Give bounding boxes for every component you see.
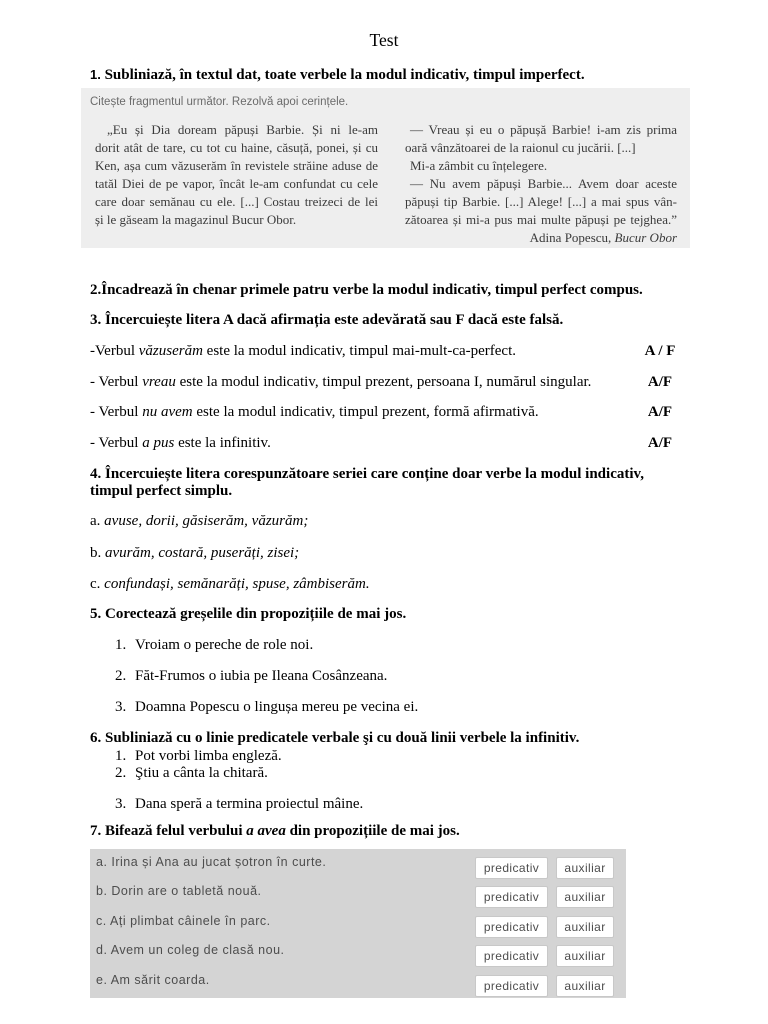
predicativ-option-button[interactable]: predicativ xyxy=(475,916,548,938)
true-false-answer: A / F xyxy=(644,343,676,359)
statement-verb: vreau xyxy=(142,374,176,390)
list-item xyxy=(115,637,313,654)
true-false-answer: A/F xyxy=(647,404,673,420)
choice-label: b. xyxy=(90,545,102,561)
exercise-row xyxy=(90,975,626,997)
statement-rest: este la modul indicativ, timpul prezent, formă afirmativă. xyxy=(192,404,539,420)
list-number: 2. xyxy=(115,668,127,684)
choice-option xyxy=(90,576,370,593)
exercise-7-table xyxy=(90,849,626,998)
list-number: 3. xyxy=(115,699,127,715)
question-4-prompt: 4. Încercuiește litera corespunzătoare seriei care conține doar verbe la modul indicativ, timpul perfect simplu. xyxy=(90,466,644,499)
page-title: Test xyxy=(369,30,399,50)
excerpt-instruction: Citește fragmentul următor. Rezolvă apoi cerințele. xyxy=(90,96,349,108)
choice-option xyxy=(90,545,299,562)
list-number: 3. xyxy=(115,796,127,812)
choice-label: c. xyxy=(90,576,101,592)
statement-verb: văzuserăm xyxy=(138,343,203,359)
excerpt-line: Ken, așa cum văzuserăm în revistele străine aduse de xyxy=(95,158,378,173)
statement-verb: a pus xyxy=(142,435,175,451)
question-7-prompt xyxy=(90,823,460,840)
question-7-rest: din propozițiile de mai jos. xyxy=(285,823,460,839)
exercise-row xyxy=(90,916,626,938)
excerpt-right-column xyxy=(405,121,677,247)
choice-text: avuse, dorii, găsiserăm, văzurăm; xyxy=(104,513,309,529)
statement-prefix: - Verbul xyxy=(90,374,143,390)
excerpt-line: tatăl Diei de pe vapor, încât le-am confundat cu cele xyxy=(95,176,378,191)
statement-rest: este la modul indicativ, timpul prezent, persoana I, numărul singular. xyxy=(175,374,592,390)
choice-option xyxy=(90,513,308,530)
true-false-statement xyxy=(90,435,271,452)
statement-rest: este la infinitiv. xyxy=(174,435,271,451)
exercise-row xyxy=(90,857,626,879)
predicativ-option-button[interactable]: predicativ xyxy=(475,975,548,997)
list-item xyxy=(115,699,418,716)
list-item xyxy=(115,765,268,782)
predicativ-option-button[interactable]: predicativ xyxy=(475,945,548,967)
question-1-text: Subliniază, în textul dat, toate verbele la modul indicativ, timpul imperfect. xyxy=(104,67,585,83)
auxiliar-option-button[interactable]: auxiliar xyxy=(556,916,614,938)
true-false-statement xyxy=(90,374,591,391)
statement-prefix: -Verbul xyxy=(90,343,139,359)
question-6-prompt: 6. Subliniază cu o linie predicatele verbale şi cu două linii verbele la infinitiv. xyxy=(90,730,580,746)
statement-rest: este la modul indicativ, timpul mai-mult-ca-perfect. xyxy=(202,343,517,359)
auxiliar-option-button[interactable]: auxiliar xyxy=(556,945,614,967)
list-text: Vroiam o pereche de role noi. xyxy=(135,637,314,653)
list-text: Dana speră a termina proiectul mâine. xyxy=(135,796,364,812)
list-text: Pot vorbi limba engleză. xyxy=(135,748,282,764)
predicativ-option-button[interactable]: predicativ xyxy=(475,857,548,879)
question-1-number: 1. xyxy=(90,67,101,82)
list-number: 1. xyxy=(115,748,127,764)
statement-verb: nu avem xyxy=(142,404,193,420)
list-item xyxy=(115,796,363,813)
excerpt-box xyxy=(81,88,690,248)
true-false-statement xyxy=(90,343,516,360)
row-sentence: a. Irina și Ana au jucat șotron în curte. xyxy=(96,855,327,869)
question-7-verb: a avea xyxy=(246,823,286,839)
excerpt-line: zătoarea și mi-a pus mai multe păpuși pe tejghea.” xyxy=(405,212,677,227)
list-text: Ştiu a cânta la chitară. xyxy=(135,765,268,781)
row-sentence: e. Am sărit coarda. xyxy=(96,973,210,987)
excerpt-line: Mi-a zâmbit cu înțelegere. xyxy=(410,158,548,173)
row-sentence: b. Dorin are o tabletă nouă. xyxy=(96,884,262,898)
predicativ-option-button[interactable]: predicativ xyxy=(475,886,548,908)
list-text: Făt-Frumos o iubia pe Ileana Cosânzeana. xyxy=(135,668,388,684)
question-5-prompt: 5. Corectează greșelile din propozițiile de mai jos. xyxy=(90,606,407,622)
statement-prefix: - Verbul xyxy=(90,435,143,451)
excerpt-source-title: Bucur Obor xyxy=(614,230,677,245)
excerpt-line: „Eu și Dia doream păpuși Barbie. Și ni le-am xyxy=(107,122,378,137)
excerpt-line: care doar semănau cu ele. [...] Costau treizeci de lei xyxy=(95,194,378,209)
statement-prefix: - Verbul xyxy=(90,404,143,420)
list-number: 2. xyxy=(115,765,127,781)
excerpt-line: — Vreau și eu o păpușă Barbie! i-am zis prima xyxy=(410,122,677,137)
choice-label: a. xyxy=(90,513,101,529)
excerpt-line: și le găseam la magazinul Bucur Obor. xyxy=(95,212,297,227)
true-false-statement xyxy=(90,404,539,421)
true-false-answer: A/F xyxy=(647,374,673,390)
exercise-row xyxy=(90,886,626,908)
list-item xyxy=(115,748,282,765)
question-3-prompt: 3. Încercuiește litera A dacă afirmația este adevărată sau F dacă este falsă. xyxy=(90,312,564,328)
list-item xyxy=(115,668,387,685)
excerpt-line: păpuși tip Barbie. [...] Alege! [...] a mai spus vân- xyxy=(405,194,677,209)
excerpt-line: oară vânzătoarei de la raionul cu jucării. [...] xyxy=(405,140,636,155)
auxiliar-option-button[interactable]: auxiliar xyxy=(556,886,614,908)
excerpt-source-author: Adina Popescu, xyxy=(529,230,612,245)
exercise-row xyxy=(90,945,626,967)
auxiliar-option-button[interactable]: auxiliar xyxy=(556,857,614,879)
list-text: Doamna Popescu o lingușa mereu pe vecina ei. xyxy=(135,699,419,715)
list-number: 1. xyxy=(115,637,127,653)
question-1 xyxy=(90,66,585,84)
excerpt-line: — Nu avem păpuși Barbie... Avem doar aceste xyxy=(410,176,677,191)
true-false-answer: A/F xyxy=(647,435,673,451)
excerpt-source xyxy=(405,229,677,247)
excerpt-left-column xyxy=(95,121,378,229)
choice-text: confundași, semănarăți, spuse, zâmbiserăm. xyxy=(104,576,370,592)
row-sentence: c. Ați plimbat câinele în parc. xyxy=(96,914,271,928)
excerpt-line: dorit atât de tare, cu tot cu haine, căsuță, ponei, și cu xyxy=(95,140,378,155)
question-2: 2.Încadrează în chenar primele patru verbe la modul indicativ, timpul perfect compus. xyxy=(90,282,643,298)
row-sentence: d. Avem un coleg de clasă nou. xyxy=(96,943,285,957)
question-7-prefix: 7. Bifează felul verbului xyxy=(90,823,247,839)
auxiliar-option-button[interactable]: auxiliar xyxy=(556,975,614,997)
choice-text: avurăm, costară, puserăți, zisei; xyxy=(105,545,300,561)
